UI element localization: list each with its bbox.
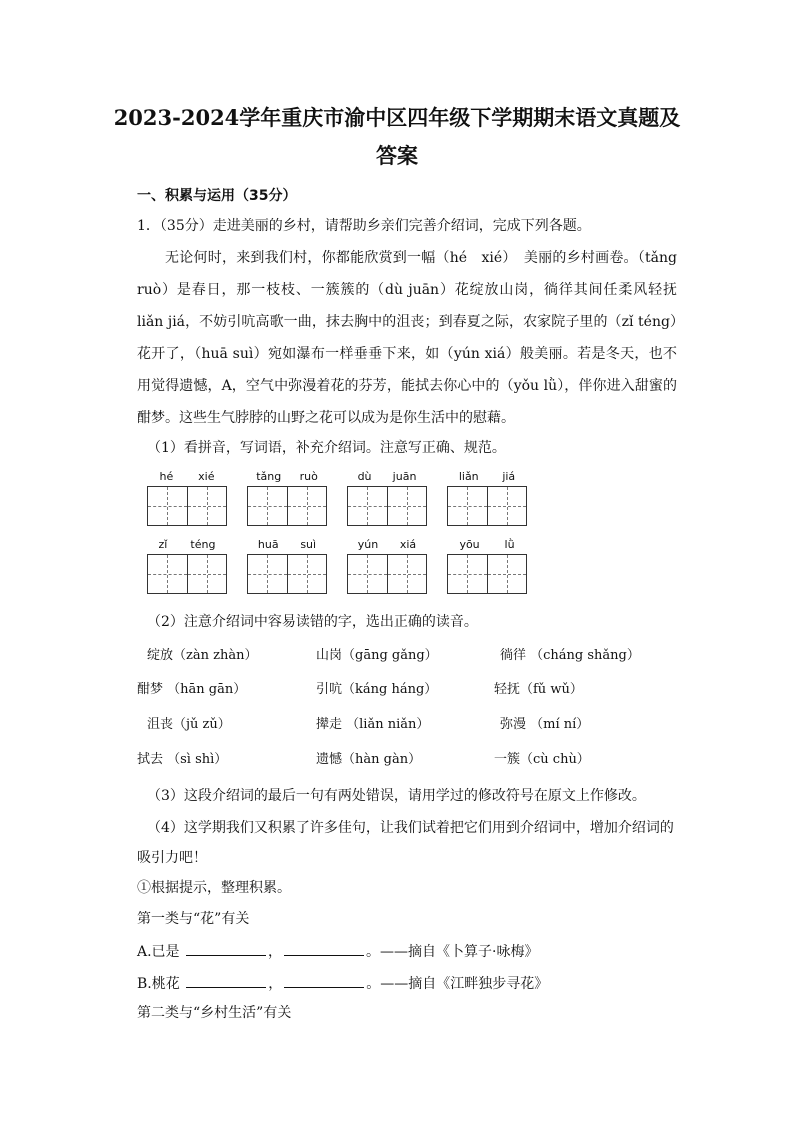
category-heading: 第二类与“乡村生活”有关 <box>137 1005 292 1021</box>
pronunciation-choice[interactable]: 拭去 （sì shì） <box>137 752 228 767</box>
character-boxes[interactable] <box>247 554 327 594</box>
writing-grid-group[interactable] <box>247 538 327 594</box>
pronunciation-choice[interactable]: 徜徉 （cháng shǎng） <box>500 648 640 663</box>
pinyin-label <box>247 538 327 554</box>
pinyin-syllable: yún <box>357 538 379 551</box>
writing-grid-group[interactable] <box>347 470 427 526</box>
comma: ， <box>268 976 283 992</box>
pinyin-syllable: huā <box>257 538 279 551</box>
character-boxes[interactable] <box>247 486 327 526</box>
character-boxes[interactable] <box>347 486 427 526</box>
pronunciation-choice[interactable]: 遗憾（hàn gàn） <box>316 752 422 767</box>
instruction: ①根据提示，整理积累。 <box>137 880 291 896</box>
pinyin-syllable: suì <box>300 538 317 551</box>
character-boxes[interactable] <box>147 554 227 594</box>
fill-in-item-a <box>137 941 538 962</box>
pinyin-syllable: lǜ <box>504 538 515 551</box>
pinyin-syllable: tǎng <box>256 470 282 483</box>
pinyin-syllable: ruò <box>299 470 318 483</box>
answer-blank[interactable] <box>284 973 364 988</box>
pinyin-syllable: zǐ <box>158 538 168 551</box>
writing-grid-group[interactable] <box>447 470 527 526</box>
pronunciation-choice[interactable]: 酣梦 （hān gān） <box>137 682 247 697</box>
pronunciation-choice[interactable]: 弥漫 （mí ní） <box>500 717 590 732</box>
page-title-continued: 答案 <box>376 143 418 168</box>
comma: ， <box>268 944 283 960</box>
pronunciation-choice[interactable]: 轻抚（fǔ wǔ） <box>494 682 583 697</box>
character-boxes[interactable] <box>447 486 527 526</box>
pinyin-label <box>347 470 427 486</box>
pinyin-syllable: xiá <box>399 538 417 551</box>
sub-question-3: （3）这段介绍词的最后一句有两处错误，请用学过的修改符号在原文上作修改。 <box>147 788 646 804</box>
pinyin-syllable: téng <box>190 538 216 551</box>
item-prefix: B.桃花 <box>137 976 180 992</box>
pinyin-label <box>347 538 427 554</box>
pinyin-syllable: hé <box>159 470 174 483</box>
pinyin-syllable: liǎn <box>458 470 479 483</box>
item-source: 。——摘自《江畔独步寻花》 <box>366 976 549 992</box>
writing-grid-area <box>147 470 537 600</box>
sub-question-4-continued: 吸引力吧！ <box>137 850 207 866</box>
sub-question-2: （2）注意介绍词中容易读错的字，选出正确的读音。 <box>147 614 478 630</box>
passage-text: 无论何时，来到我们村，你都能欣赏到一幅（hé xié） 美丽的乡村画卷。（tǎng ruò）是春日，那一枝枝、一簇簇的（dù juān）花绽放山岗，徜徉其间任柔风轻抚 liǎn jiá，不妨引吭高歌一曲，抹去胸中的沮丧；到春夏之际，农家院子里的（zǐ téng）花开了，（huā suì）宛如瀑布一样垂垂下来，如（yún xiá）般美丽。若是冬天，也不用觉得遗憾，A，空气中弥漫着花的芬芳，能拭去你心中的（yǒu lǜ），伴你进入甜蜜的酣梦。这些生气脖脖的山野之花可以成为是你生活中的慰藉。 <box>137 250 677 426</box>
pinyin-label <box>447 538 527 554</box>
pronunciation-choice[interactable]: 绽放（zàn zhàn） <box>147 648 258 663</box>
answer-blank[interactable] <box>186 973 266 988</box>
pinyin-label <box>147 538 227 554</box>
pronunciation-choice[interactable]: 一簇（cù chù） <box>494 752 590 767</box>
pinyin-syllable: juān <box>392 470 417 483</box>
sub-question-4: （4）这学期我们又积累了许多佳句，让我们试着把它们用到介绍词中，增加介绍词的 <box>147 820 674 836</box>
character-boxes[interactable] <box>147 486 227 526</box>
pinyin-label <box>147 470 227 486</box>
fill-in-item-b <box>137 973 548 994</box>
pinyin-syllable: yōu <box>459 538 480 551</box>
writing-grid-group[interactable] <box>247 470 327 526</box>
section-heading: 一、积累与运用（35分） <box>137 188 297 204</box>
writing-grid-group[interactable] <box>347 538 427 594</box>
item-source: 。——摘自《卜算子·咏梅》 <box>366 944 539 960</box>
character-boxes[interactable] <box>347 554 427 594</box>
pronunciation-choice[interactable]: 沮丧（jǔ zǔ） <box>147 717 231 732</box>
writing-grid-group[interactable] <box>147 470 227 526</box>
pronunciation-choice[interactable]: 引吭（káng háng） <box>316 682 438 697</box>
category-heading: 第一类与“花”有关 <box>137 911 250 927</box>
page-title: 2023-2024学年重庆市渝中区四年级下学期期末语文真题及 <box>113 105 681 130</box>
pronunciation-choice[interactable]: 撵走 （liǎn niǎn） <box>316 717 430 732</box>
answer-blank[interactable] <box>186 941 266 956</box>
pinyin-syllable: jiá <box>502 470 516 483</box>
sub-question-1: （1）看拼音，写词语，补充介绍词。注意写正确、规范。 <box>147 440 506 456</box>
item-prefix: A.已是 <box>137 944 180 960</box>
answer-blank[interactable] <box>284 941 364 956</box>
pinyin-syllable: xié <box>198 470 215 483</box>
writing-grid-group[interactable] <box>147 538 227 594</box>
question-stem: 1．（35分）走进美丽的乡村，请帮助乡亲们完善介绍词，完成下列各题。 <box>137 218 591 234</box>
pronunciation-choice[interactable]: 山岗（gāng gǎng） <box>316 648 438 663</box>
writing-grid-group[interactable] <box>447 538 527 594</box>
pinyin-syllable: dù <box>357 470 372 483</box>
character-boxes[interactable] <box>447 554 527 594</box>
pinyin-label <box>247 470 327 486</box>
pinyin-label <box>447 470 527 486</box>
